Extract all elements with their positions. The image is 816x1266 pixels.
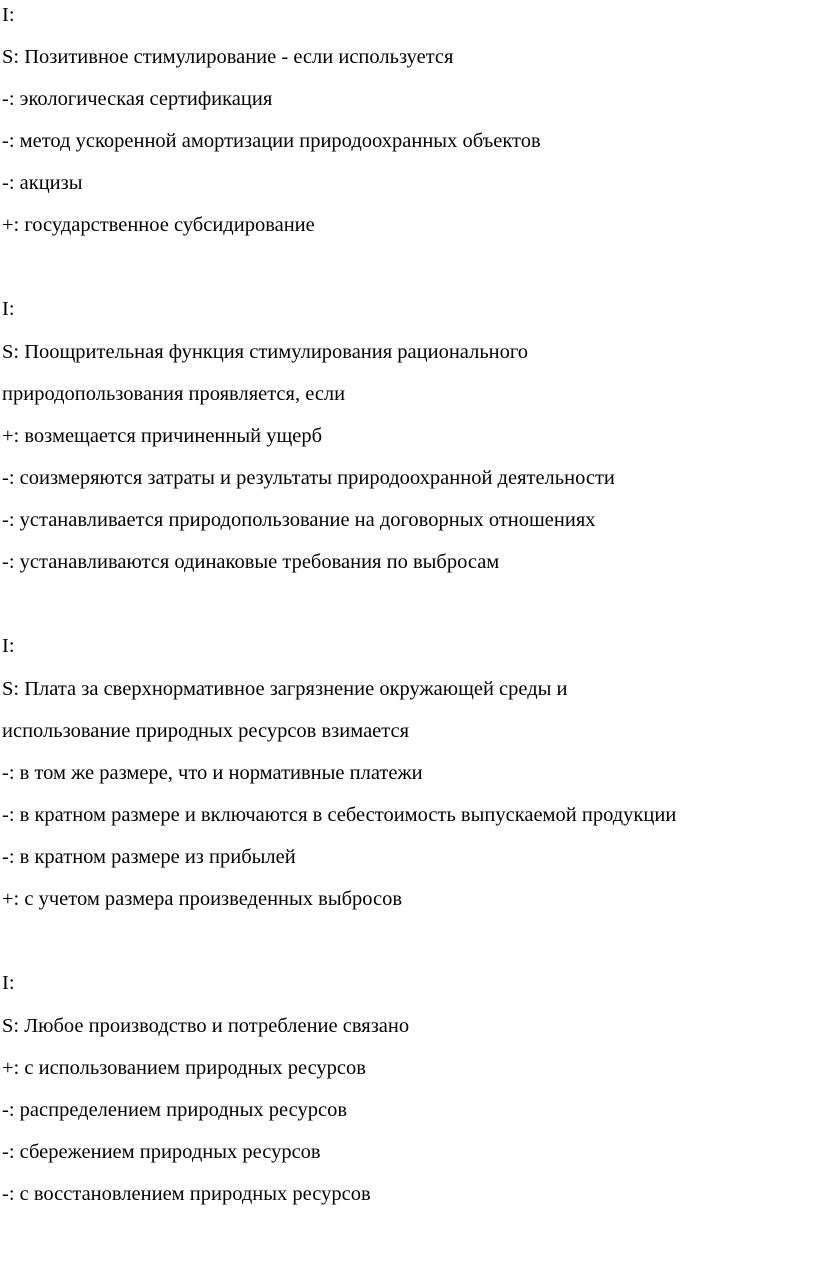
question-stem: S: Позитивное стимулирование - если используется	[2, 46, 454, 68]
question-marker: I:	[2, 4, 15, 26]
answer-option: -: устанавливается природопользование на договорных отношениях	[2, 509, 596, 531]
question-stem: природопользования проявляется, если	[2, 383, 346, 405]
question-stem: S: Поощрительная функция стимулирования рационального	[2, 341, 529, 363]
question-stem: использование природных ресурсов взимается	[2, 720, 410, 742]
answer-option: -: в кратном размере и включаются в себестоимость выпускаемой продукции	[2, 804, 677, 826]
answer-option: -: сбережением природных ресурсов	[2, 1141, 321, 1163]
answer-option: -: соизмеряются затраты и результаты природоохранной деятельности	[2, 467, 615, 489]
answer-option: -: распределением природных ресурсов	[2, 1099, 348, 1121]
answer-option-correct: +: возмещается причиненный ущерб	[2, 425, 323, 447]
question-stem: S: Любое производство и потребление связано	[2, 1015, 410, 1037]
answer-option: -: в кратном размере из прибылей	[2, 846, 296, 868]
question-marker: I:	[2, 972, 15, 994]
answer-option: -: метод ускоренной амортизации природоохранных объектов	[2, 130, 541, 152]
answer-option-correct: +: с использованием природных ресурсов	[2, 1057, 366, 1079]
answer-option-correct: +: государственное субсидирование	[2, 214, 315, 236]
answer-option-correct: +: с учетом размера произведенных выбросов	[2, 888, 403, 910]
question-marker: I:	[2, 298, 15, 320]
question-stem: S: Плата за сверхнормативное загрязнение окружающей среды и	[2, 678, 568, 700]
answer-option: -: с восстановлением природных ресурсов	[2, 1183, 371, 1205]
question-marker: I:	[2, 635, 15, 657]
answer-option: -: в том же размере, что и нормативные платежи	[2, 762, 423, 784]
answer-option: -: устанавливаются одинаковые требования по выбросам	[2, 551, 500, 573]
answer-option: -: акцизы	[2, 172, 83, 194]
answer-option: -: экологическая сертификация	[2, 88, 273, 110]
